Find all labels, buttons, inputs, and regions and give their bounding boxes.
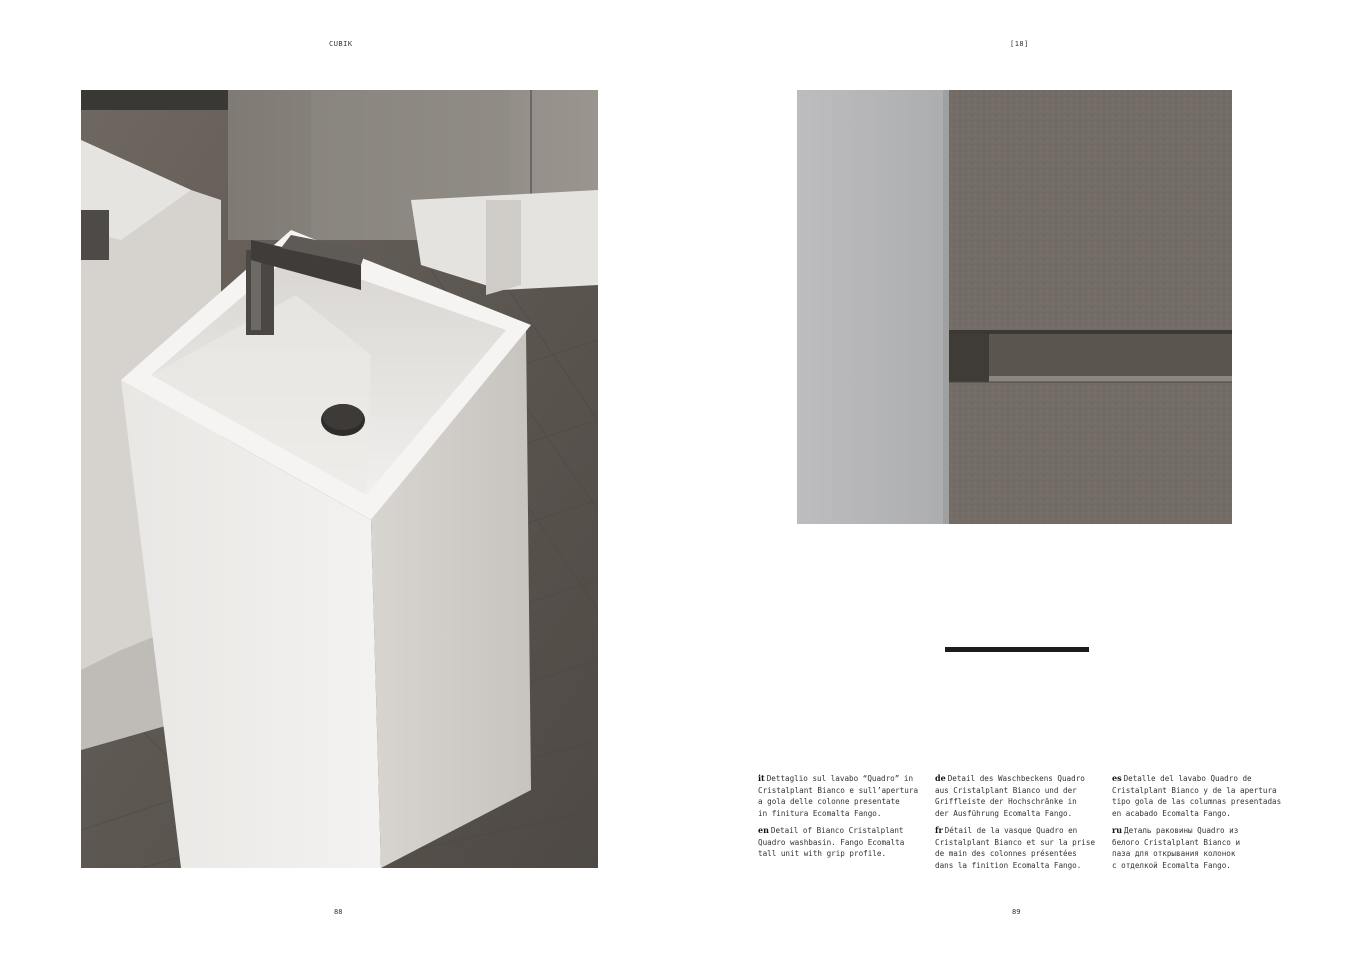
page-number-right: 89 (1012, 908, 1021, 916)
washbasin-photo (81, 90, 598, 868)
divider-rule (945, 647, 1089, 652)
caption-text: Detail of Bianco Cristalplant Quadro washbasin. Fango Ecomalta tall unit with grip profile. (758, 826, 905, 858)
caption-ru (1112, 825, 1289, 871)
caption-text: Деталь раковины Quadro из белого Cristalplant Bianco и паза для открывания колонок с отделкой Ecomalta Fango. (1112, 826, 1241, 870)
caption-es (1112, 773, 1289, 819)
page-number-left: 88 (334, 908, 343, 916)
lang-code: en (758, 825, 769, 835)
caption-block (758, 773, 1298, 877)
caption-fr (935, 825, 1112, 871)
lang-code: de (935, 773, 946, 783)
caption-text: Dettaglio sul lavabo “Quadro” in Cristalplant Bianco e sull’apertura a gola delle colonne presentate in finitura Ecomalta Fango. (758, 774, 919, 818)
caption-de (935, 773, 1112, 819)
detail-photo (797, 90, 1232, 524)
caption-text: Detalle del lavabo Quadro de Cristalplant Bianco y de la apertura tipo gola de las columnas presentadas en acabado Ecomalta Fango. (1112, 774, 1282, 818)
right-page (678, 0, 1355, 958)
lang-code: fr (935, 825, 943, 835)
running-head-left: CUBIK (329, 40, 353, 48)
caption-it (758, 773, 935, 819)
lang-code: it (758, 773, 765, 783)
lang-code: ru (1112, 825, 1123, 835)
running-head-right: [18] (1010, 40, 1029, 48)
caption-text: Detail des Waschbeckens Quadro aus Cristalplant Bianco und der Griffleiste der Hochschränke in der Ausführung Ecomalta Fango. (935, 774, 1085, 818)
caption-en (758, 825, 935, 871)
caption-text: Détail de la vasque Quadro en Cristalplant Bianco et sur la prise de main des colonnes présentées dans la finition Ecomalta Fango. (935, 826, 1096, 870)
lang-code: es (1112, 773, 1122, 783)
